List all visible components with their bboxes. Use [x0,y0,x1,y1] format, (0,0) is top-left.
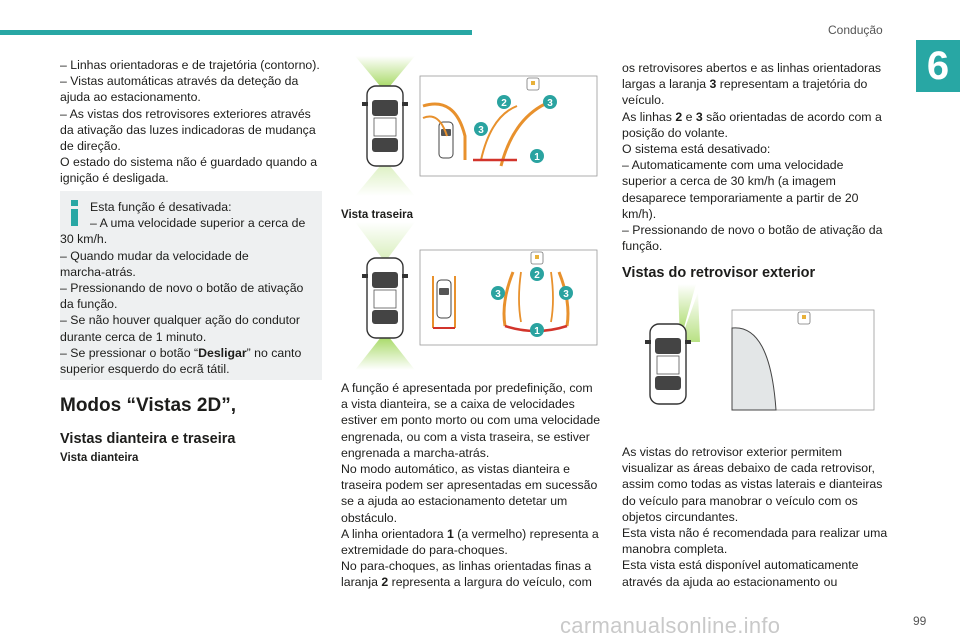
column-2-text [341,380,603,591]
text-part: laranja [341,575,382,590]
text-line: da ativação das luzes indicadoras de mudança [60,122,316,137]
line-ref: 3 [695,109,703,124]
line-label-2: 2 [501,98,507,109]
info-line [60,345,312,361]
text-line: assim como todas as vistas laterais e dianteiras [622,477,883,492]
text-line: O sistema está desativado: [622,142,771,157]
header-accent-bar [0,30,472,35]
section-heading: Modos “Vistas 2D”, [60,395,236,416]
text-line: do veículo para manobrar o veículo com os [622,493,858,508]
text-line: ajuda ao estacionamento. [60,90,201,105]
text-line: O estado do sistema não é guardado quando a [60,155,318,170]
text-line [622,109,892,125]
page-number: 99 [913,614,927,628]
car-top-view-icon [645,324,691,404]
chapter-tab: 6 [916,40,960,92]
front-view-caption: Vista dianteira [60,452,139,464]
text-line: objetos circundantes. [622,509,739,524]
line-label-1: 1 [534,326,540,337]
line-label-3: 3 [547,98,553,109]
info-line: – Pressionando de novo o botão de ativação [60,281,304,296]
text-line: – Linhas orientadoras e de trajetória (contorno). [60,58,320,72]
text-line: desaparece temporariamente a partir de 20 [622,190,859,205]
line-label-1: 1 [534,152,540,163]
text-line: A função é apresentada por predefinição, com [341,381,593,395]
text-line: obstáculo. [341,510,398,525]
text-part: A linha orientadora [341,526,447,541]
car-top-view-icon [362,86,408,166]
text-part: largas a laranja [622,77,710,92]
text-part: representa a largura do veículo, com [388,575,592,590]
text-line: extremidade do para-choques. [341,543,508,558]
rear-view-caption: Vista traseira [341,209,414,221]
line-label-3: 3 [563,289,569,300]
line-label-3: 3 [478,125,484,136]
info-line: – Se não houver qualquer ação do condutor [60,313,300,328]
info-line: superior esquerdo do ecrã tátil. [60,362,230,377]
info-text-part: ” no canto [246,345,302,360]
line-ref: 1 [446,526,454,541]
text-line: superior a cerca de 30 km/h (a imagem [622,174,836,189]
text-line: – Pressionando de novo o botão de ativação da [622,223,883,238]
column-3-text-top [622,60,892,254]
text-line: – Vistas automáticas através da deteção da [60,74,299,89]
text-line: os retrovisores abertos e as linhas orientadoras [622,61,882,75]
mirror-views-heading: Vistas do retrovisor exterior [622,265,816,281]
text-part: são orientadas de acordo com a [702,109,882,124]
text-line: – As vistas dos retrovisores exteriores através [60,106,311,121]
text-line: km/h). [622,206,657,221]
info-box [60,191,322,380]
column-3-text-bottom [622,444,892,590]
text-line: engrenada a marcha-atrás. [341,445,490,460]
text-line: Esta vista está disponível automaticamente [622,558,859,573]
text-part: representam a trajetória do [716,77,868,92]
text-line: No para-choques, as linhas orientadas finas a [341,559,592,574]
front-view-diagram [341,56,603,196]
text-line [622,76,892,92]
rear-view-diagram [341,222,603,370]
text-line: manobra completa. [622,542,728,557]
text-line [341,574,603,590]
text-line: veículo. [622,93,665,108]
text-line: ignição é desligada. [60,171,169,186]
line-label-2: 2 [534,270,540,281]
text-line: de direção. [60,139,121,154]
text-line: função. [622,239,663,254]
text-line: estiver em ponto morto ou com uma velocidade [341,413,601,428]
text-line: No modo automático, as vistas dianteira e [341,462,570,477]
line-ref: 3 [709,77,717,92]
text-part: e [682,109,696,124]
text-part: As linhas [622,109,676,124]
text-line [341,526,603,542]
line-ref: 2 [381,575,389,590]
info-line: – Quando mudar da velocidade de [60,248,249,263]
text-line: se a ajuda ao estacionamento detetar um [341,494,568,509]
text-line: As vistas do retrovisor exterior permitem [622,445,843,459]
text-line: a vista dianteira, se a caixa de velocidades [341,397,575,412]
text-line: – Automaticamente com uma velocidade [622,158,844,173]
info-line: Esta função é desativada: [90,200,232,214]
subsection-heading: Vistas dianteira e traseira [60,431,236,447]
text-part: (a vermelho) representa a [453,526,599,541]
text-line: engrenada, ou com a vista traseira, se estiver [341,429,590,444]
text-line: Esta vista não é recomendada para realizar uma [622,526,888,541]
column-1 [60,57,322,187]
watermark: carmanualsonline.info [560,613,781,638]
info-line: – A uma velocidade superior a cerca de [90,216,306,231]
section-title: Condução [828,23,883,37]
info-line: marcha-atrás. [60,264,136,279]
text-line: através da ajuda ao estacionamento ou [622,574,838,589]
info-line: 30 km/h. [60,232,108,247]
text-line: traseira podem ser apresentadas em sucessão [341,478,598,493]
info-line: da função. [60,297,118,312]
mirror-view-diagram [622,284,884,424]
text-line: visualizar as áreas debaixo de cada retrovisor, [622,461,875,476]
off-button-label: Desligar [198,345,247,360]
info-text [60,199,312,377]
line-ref: 2 [675,109,683,124]
info-text-part: – Se pressionar o botão “ [60,345,199,360]
text-line: posição do volante. [622,125,728,140]
car-top-view-icon [362,258,408,338]
info-line: durante cerca de 1 minuto. [60,329,207,344]
line-label-3: 3 [495,289,501,300]
